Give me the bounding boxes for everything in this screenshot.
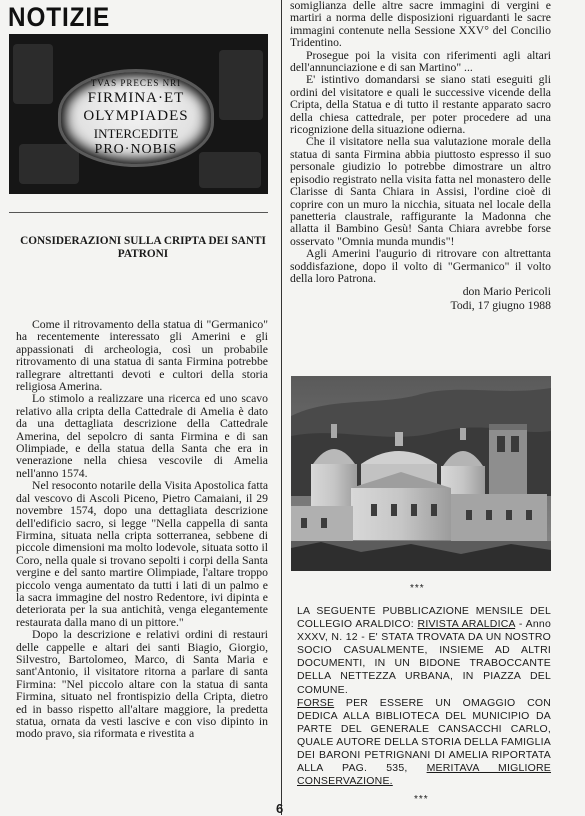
author: don Mario Pericoli <box>462 285 551 299</box>
notice-text: LA SEGUENTE PUBBLICAZIONE MENSILE DEL COLLEGIO ARALDICO: <box>297 605 551 631</box>
plaque-line: TVAS PRECES NRI <box>90 78 182 88</box>
article-paragraph: Lo stimolo a realizzare una ricerca ed uno scavo relativo alla cripta della Cattedrale di Amelia è dato da una dettagliata descrizione della Cattedrale Amerina, del sepolcro di santa Firmina e di san Olimpiade, e della statua della Santa che era in venerazione nella chiesa vescovile di Amelia nell'anno 1574. <box>16 392 268 480</box>
notice-underlined: FORSE <box>297 696 335 709</box>
notice-text: PER ESSERE UN OMAGGIO CON DEDICA ALLA BIBLIOTECA DEL MUNICIPIO DA PARTE DEL GENERALE CANSACCHI CARLO, QUALE AUTORE DELLA STORIA DELLA FAMIGLIA DEI BARONI PETRIGNANI DI AMELIA RIPORTATA ALLA PAG. 535, <box>297 696 551 775</box>
plaque <box>61 72 211 164</box>
place-date: Todi, 17 giugno 1988 <box>450 298 551 312</box>
article-paragraph: Agli Amerini l'augurio di ritrovare con altrettanta soddisfazione, dopo il volto di "Germanico" il volto della loro Patrona. <box>290 247 551 285</box>
notice-underlined: MERITAVA MIGLIORE CONSERVAZIONE. <box>297 762 552 788</box>
article-paragraph: somiglianza delle altre sacre immagini di vergini e martiri a norma delle disposizioni riguardanti le sacre immagini contenute nella Sessione XXV° del Concilio Tridentino. <box>290 0 551 50</box>
church-photo <box>291 376 551 571</box>
page-number: 6 <box>276 801 284 816</box>
notice-box <box>297 605 551 788</box>
church-illustration <box>291 376 551 571</box>
plaque-line: OLYMPIADES <box>83 108 189 124</box>
article-right-column <box>290 0 551 312</box>
article-paragraph: Prosegue poi la visita con riferimenti agli altari dell'annunciazione e di san Martino" ... <box>290 48 551 75</box>
notice-text: - Anno XXXV, N. 12 - E' STATA TROVATA DA UN NOSTRO SOCIO CASUALMENTE, INSIEME AD ALTRI DOCUMENTI, IN UN BIDONE TRABOCCANTE DELLA NETTEZZA URBANA, IN PIAZZA DEL COMUNE. <box>297 618 551 696</box>
article-paragraph: E' istintivo domandarsi se siano stati eseguiti gli ordini del visitatore e quali le successive vicende della Cripta, della Statua e di tutto il restante apparato sacro della chiesa cattedrale, per poter procedere ad una ricognizione della situazione odierna. <box>290 73 551 137</box>
article-paragraph: Che il visitatore nella sua valutazione morale della statua di santa Firmina abbia piuttosto espresso il suo personale giudizio lo potrebbe dimostrare un altro episodio registrato nella visita fatta nel monastero delle Clarisse di Santa Chiara in Assisi, l'ordine cioè di coprire con un muro la nicchia, situata nel locale della panetteria claustrale, raffigurante la Madonna che allatta il Bambino Gesù! Santa Chiara avrebbe forse osservato "Omnia munda mundis"! <box>290 135 551 248</box>
plaque-line: FIRMINA·ET <box>87 90 185 106</box>
article-left-column <box>16 319 268 741</box>
plaque-line: PRO·NOBIS <box>94 142 178 157</box>
plaque-line: INTERCEDITE <box>93 126 179 141</box>
section-title: NOTIZIE <box>8 2 111 32</box>
separator-stars: *** <box>410 583 425 594</box>
column-divider <box>281 0 282 815</box>
notice-underlined: RIVISTA ARALDICA <box>417 618 516 631</box>
article-paragraph: Dopo la descrizione e relativi ordini di restauri delle cappelle e altari dei santi Biagio, Giorgio, Silvestro, Bartolomeo, Marco, di Santa Maria e sant'Antonio, il visitatore ritorna a parlare di santa Firmina: "Nel piccolo altare con la statua di santa Firmina, situato nel frontispizio della Cripta, dietro ed in basso rispetto all'altare maggiore, la predetta statua, ornata da vesti lascive e con viso dipinto in modo pravo, sia riformata e rivestita a <box>16 628 268 741</box>
article-title: CONSIDERAZIONI SULLA CRIPTA DEI SANTI PATRONI <box>20 235 266 260</box>
plaque-photo <box>9 34 268 194</box>
notice-paragraph <box>297 697 551 789</box>
separator-line <box>9 212 268 213</box>
notice-paragraph <box>297 605 551 697</box>
article-paragraph: Nel resoconto notarile della Visita Apostolica fatta dal vescovo di Ascoli Piceno, Pietro Camaiani, il 29 novembre 1574, dopo una dettagliata descrizione dell'edificio sacro, si legge "Nella cappella di santa Firmina, situata nella cripta sotterranea, sebbene di piccole dimensioni ma molto lodevole, situata sotto il Coro, nella quale si trovano sepolti i corpi della Santa vergine e del santo martire Olimpiade, l'altare troppo piccolo venga aumentato da tutti i lati di un palmo e la sacra immagine del nostro Redentore, ivi dipinta e deteriorata per la sua antichità, venga elegantemente restaurata dalla mano di un pittore." <box>16 479 269 629</box>
article-paragraph: Come il ritrovamento della statua di "Germanico" ha recentemente interessato gli Amerini e gli appassionati di archeologia, così un probabile ritrovamento di una statua di santa Firmina potrebbe rallegrare altrettanti devoti e cultori della storia religiosa Amerina. <box>16 318 268 394</box>
separator-stars: *** <box>414 794 429 805</box>
